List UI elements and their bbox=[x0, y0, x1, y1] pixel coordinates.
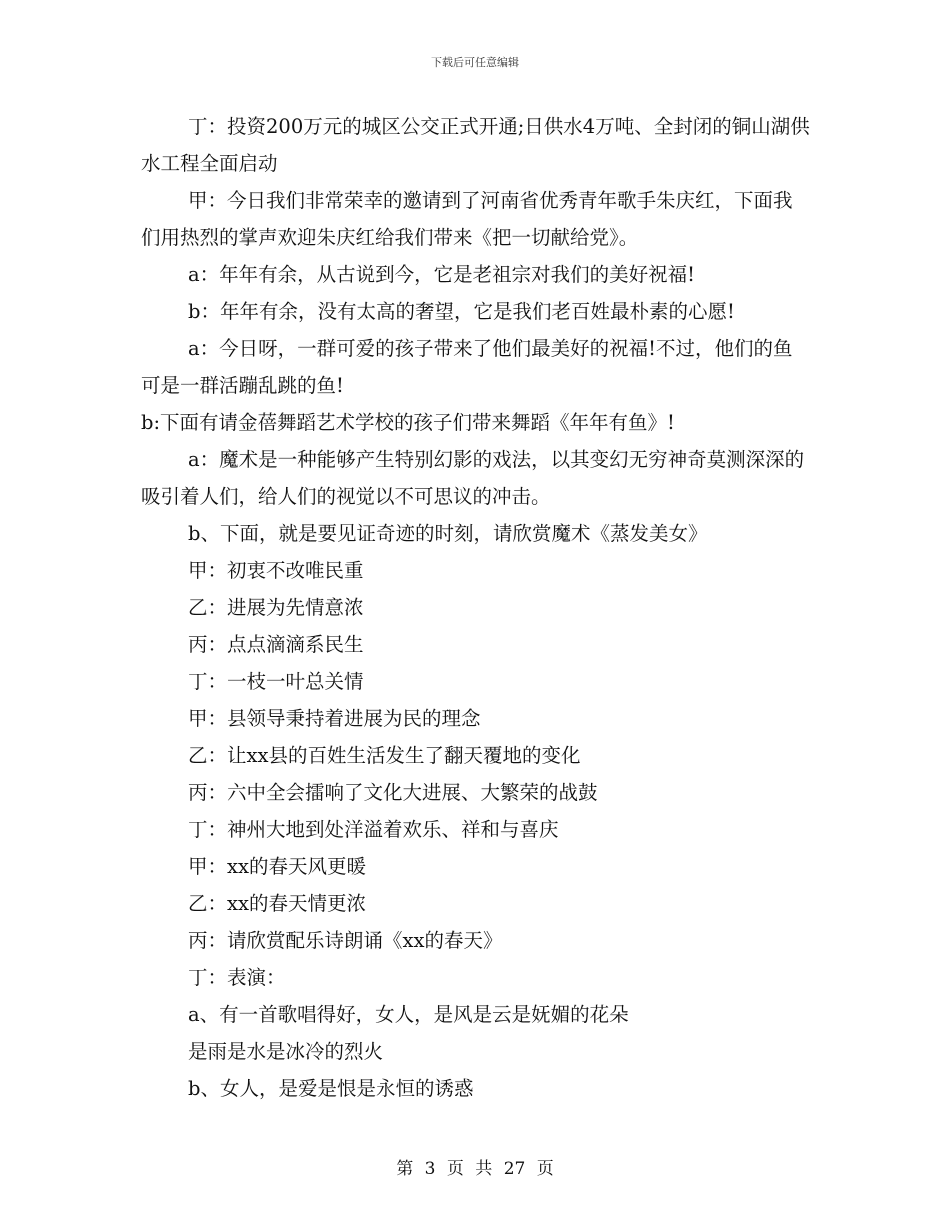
paragraph: 甲：初衷不改唯民重 bbox=[188, 559, 364, 582]
paragraph: 乙：进展为先情意浓 bbox=[188, 596, 364, 619]
page-header: 下载后可任意编辑 bbox=[431, 56, 519, 69]
paragraph: 甲：xx的春天风更暖 bbox=[188, 855, 366, 878]
paragraph: a：今日呀，一群可爱的孩子带来了他们最美好的祝福!不过，他们的鱼可是一群活蹦乱跳的鱼! bbox=[141, 337, 793, 397]
paragraph: 丁：投资200万元的城区公交正式开通;日供水4万吨、全封闭的铜山湖供水工程全面启动 bbox=[141, 115, 810, 175]
document-body bbox=[141, 108, 811, 1107]
paragraph: b:下面有请金蓓舞蹈艺术学校的孩子们带来舞蹈《年年有鱼》! bbox=[141, 411, 675, 434]
paragraph: 丙：请欣赏配乐诗朗诵《xx的春天》 bbox=[188, 929, 503, 952]
paragraph: 丁：一枝一叶总关情 bbox=[188, 670, 364, 693]
paragraph: 乙：让xx县的百姓生活发生了翻天覆地的变化 bbox=[188, 744, 581, 767]
paragraph: a：年年有余，从古说到今，它是老祖宗对我们的美好祝福! bbox=[188, 263, 695, 286]
paragraph: 丙：点点滴滴系民生 bbox=[188, 633, 364, 656]
paragraph: 丁：表演： bbox=[188, 966, 286, 989]
paragraph: a：魔术是一种能够产生特别幻影的戏法，以其变幻无穷神奇莫测深深的吸引着人们，给人们的视觉以不可思议的冲击。 bbox=[141, 448, 805, 508]
paragraph: b、女人，是爱是恨是永恒的诱惑 bbox=[188, 1077, 474, 1100]
paragraph: 甲：县领导秉持着进展为民的理念 bbox=[188, 707, 481, 730]
paragraph: 乙：xx的春天情更浓 bbox=[188, 892, 366, 915]
paragraph: 是雨是水是冰冷的烈火 bbox=[188, 1040, 384, 1063]
paragraph: b：年年有余，没有太高的奢望，它是我们老百姓最朴素的心愿! bbox=[188, 300, 735, 323]
paragraph: 甲：今日我们非常荣幸的邀请到了河南省优秀青年歌手朱庆红，下面我们用热烈的掌声欢迎朱庆红给我们带来《把一切献给党》。 bbox=[141, 189, 793, 249]
paragraph: a、有一首歌唱得好，女人，是风是云是妩媚的花朵 bbox=[188, 1003, 629, 1026]
paragraph: 丁：神州大地到处洋溢着欢乐、祥和与喜庆 bbox=[188, 818, 559, 841]
paragraph: b、下面，就是要见证奇迹的时刻，请欣赏魔术《蒸发美女》 bbox=[188, 522, 708, 545]
page-number: 第 3 页 共 27 页 bbox=[396, 1159, 554, 1179]
paragraph: 丙：六中全会擂响了文化大进展、大繁荣的战鼓 bbox=[188, 781, 598, 804]
